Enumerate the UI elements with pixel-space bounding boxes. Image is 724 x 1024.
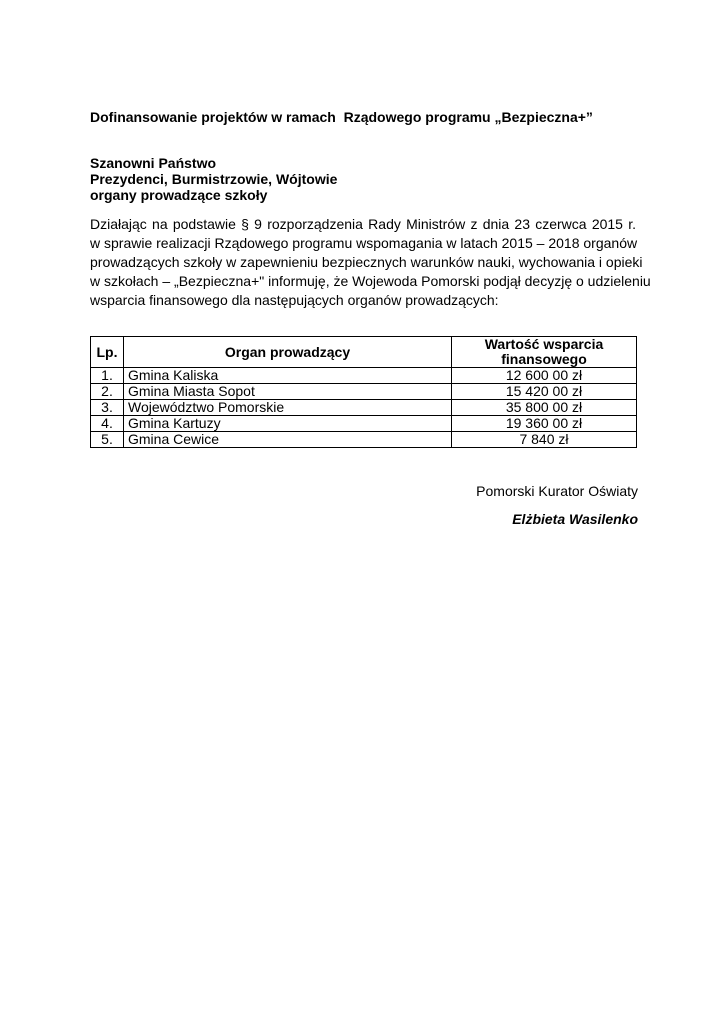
cell-lp: 4. xyxy=(91,416,124,432)
table-row xyxy=(91,384,637,400)
cell-value: 19 360 00 zł xyxy=(452,416,637,432)
cell-value: 12 600 00 zł xyxy=(452,368,637,384)
signatory-name: Elżbieta Wasilenko xyxy=(512,511,638,527)
salutation-line: Szanowni Państwo xyxy=(90,155,217,171)
table-row xyxy=(91,368,637,384)
cell-lp: 1. xyxy=(91,368,124,384)
cell-organ: Gmina Miasta Sopot xyxy=(124,384,452,400)
body-line: wsparcia finansowego dla następujących organów prowadzących: xyxy=(90,292,499,308)
addressees-organs-line: organy prowadzące szkoły xyxy=(90,187,268,203)
table-row xyxy=(91,432,637,448)
header-organ: Organ prowadzący xyxy=(124,337,452,368)
cell-organ: Gmina Cewice xyxy=(124,432,452,448)
header-value xyxy=(452,337,637,368)
cell-organ: Województwo Pomorskie xyxy=(124,400,452,416)
body-paragraph xyxy=(90,215,651,310)
support-table xyxy=(90,336,637,448)
cell-lp: 3. xyxy=(91,400,124,416)
cell-organ: Gmina Kaliska xyxy=(124,368,452,384)
addressees-line: Prezydenci, Burmistrzowie, Wójtowie xyxy=(90,171,338,187)
body-line: prowadzących szkoły w zapewnieniu bezpiecznych warunków nauki, wychowania i opieki xyxy=(90,254,643,270)
document-title: Dofinansowanie projektów w ramach Rządowego programu „Bezpieczna+” xyxy=(90,109,593,125)
table-row xyxy=(91,400,637,416)
cell-lp: 2. xyxy=(91,384,124,400)
body-line: Działając na podstawie § 9 rozporządzenia Rady Ministrów z dnia 23 czerwca 2015 r. xyxy=(90,216,636,232)
table-header-row xyxy=(91,337,637,368)
body-line: w szkołach – „Bezpieczna+" informuję, że Wojewoda Pomorski podjął decyzję o udzieleniu xyxy=(90,273,651,289)
table-row xyxy=(91,416,637,432)
signature-block xyxy=(476,483,638,527)
cell-value: 15 420 00 zł xyxy=(452,384,637,400)
salutation-block xyxy=(90,155,337,203)
cell-organ: Gmina Kartuzy xyxy=(124,416,452,432)
header-value-line2: finansowego xyxy=(501,351,587,367)
body-line: w sprawie realizacji Rządowego programu wspomagania w latach 2015 – 2018 organów xyxy=(90,235,638,251)
cell-value: 7 840 zł xyxy=(452,432,637,448)
cell-value: 35 800 00 zł xyxy=(452,400,637,416)
header-lp: Lp. xyxy=(91,337,124,368)
cell-lp: 5. xyxy=(91,432,124,448)
header-value-line1: Wartość wsparcia xyxy=(484,336,604,352)
signatory-role: Pomorski Kurator Oświaty xyxy=(476,483,638,499)
